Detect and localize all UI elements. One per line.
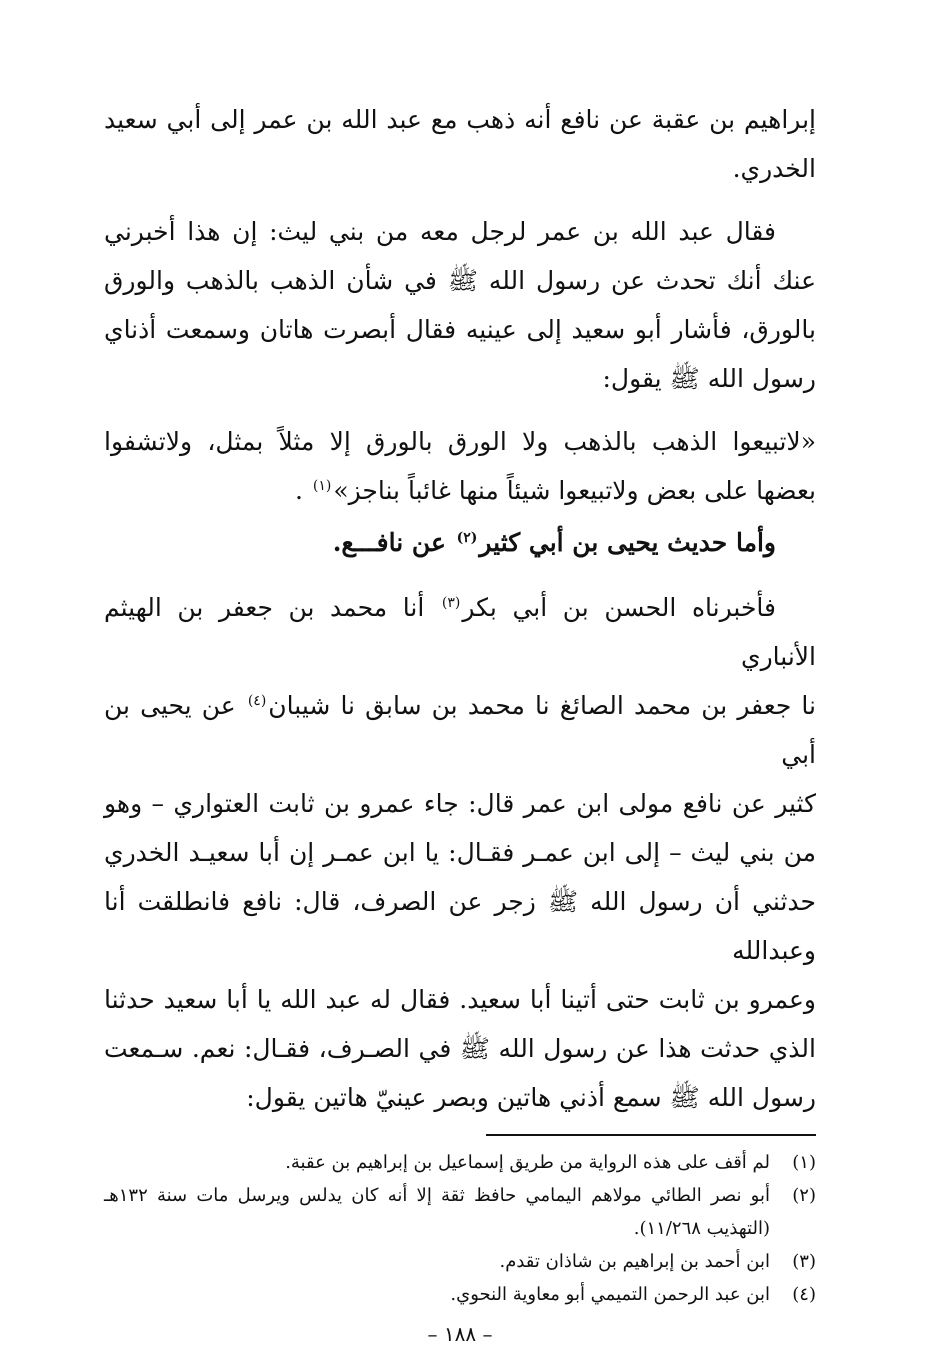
footnote-text: أبو نصر الطائي مولاهم اليمامي حافظ ثقة إلا أنه كان يدلس ويرسل مات سنة ١٣٢هـ (التهذيب ١١/٢٦٨). xyxy=(104,1185,770,1239)
narration-line-2b: عن يحيى بن أبي xyxy=(104,691,816,769)
book-page xyxy=(104,95,816,1345)
footnote-2 xyxy=(104,1179,816,1245)
footnote-3 xyxy=(104,1245,816,1278)
narration-line-3: كثير عن نافع مولى ابن عمر قال: جاء عمرو بن ثابت العتواري – وهو xyxy=(104,789,817,818)
footnote-ref-4: (٤) xyxy=(247,692,267,709)
narration-line-2 xyxy=(104,681,816,779)
narration-line-2a: نا جعفر بن محمد الصائغ نا محمد بن سابق نا شيبان xyxy=(268,691,817,720)
narration-line-1 xyxy=(104,583,816,681)
narration-line-1b: أنا محمد بن جعفر بن الهيثم الأنباري xyxy=(104,593,816,671)
paragraph-gap xyxy=(104,193,816,207)
narration-line-5: حدثني أن رسول الله ﷺ زجر عن الصرف، قال: نافع فانطلقت أنا وعبدالله xyxy=(104,887,816,965)
hadith-line-2 xyxy=(104,466,816,515)
footnote-ref-1: (١) xyxy=(312,477,332,494)
section-heading xyxy=(104,517,816,569)
footnote-text: ابن أحمد بن إبراهيم بن شاذان تقدم. xyxy=(499,1251,770,1272)
footnote-1 xyxy=(104,1146,816,1179)
narration-line-8: رسول الله ﷺ سمع أذني هاتين وبصر عينيّ هاتين يقول: xyxy=(246,1083,816,1112)
paragraph-gap xyxy=(104,403,816,417)
narration-line-1a: فأخبرناه الحسن بن أبي بكر xyxy=(462,593,776,622)
hadith-end-mark: . xyxy=(294,476,303,505)
footnotes xyxy=(104,1146,816,1311)
narration-line-7: الذي حدثت هذا عن رسول الله ﷺ في الصـرف، فقـال: نعم. سـمعت xyxy=(104,1034,816,1063)
footnote-separator xyxy=(486,1134,816,1136)
footnote-ref-3: (٣) xyxy=(441,594,461,611)
footnote-number: (٢) xyxy=(792,1185,816,1206)
narration-paragraph xyxy=(104,583,816,1122)
footnote-ref-2: (٢) xyxy=(456,529,478,546)
hadith-quote xyxy=(104,417,816,515)
narration-line-6: وعمرو بن ثابت حتى أتينا أبا سعيد. فقال له عبد الله يا أبا سعيد حدثنا xyxy=(104,985,816,1014)
footnote-4 xyxy=(104,1278,816,1311)
hadith-line-2-text: بعضها على بعض ولاتبيعوا شيئاً منها غائباً بناجز» xyxy=(333,476,816,505)
footnote-number: (٤) xyxy=(792,1284,816,1305)
paragraph-1: إبراهيم بن عقبة عن نافع أنه ذهب مع عبد الله بن عمر إلى أبي سعيد الخدري. xyxy=(104,105,816,183)
heading-part-1: وأما حديث يحيى بن أبي كثير xyxy=(479,528,776,557)
page-number: – ١٨٨ – xyxy=(427,1322,493,1346)
hadith-line-1: «لاتبيعوا الذهب بالذهب ولا الورق بالورق إلا مثلاً بمثل، ولاتشفوا xyxy=(104,427,816,456)
footnote-text: لم أقف على هذه الرواية من طريق إسماعيل بن إبراهيم بن عقبة. xyxy=(285,1152,770,1173)
narration-line-4: من بني ليث – إلى ابن عمـر فقـال: يا ابن عمـر إن أبا سعيـد الخدري xyxy=(104,838,816,867)
footnote-number: (٣) xyxy=(792,1251,816,1272)
paragraph-2: فقال عبد الله بن عمر لرجل معه من بني ليث: إن هذا أخبرني عنك أنك تحدث عن رسول الله ﷺ في شأن الذهب بالذهب والورق بالورق، فأشار أبو سعيد إلى عينيه فقال أبصرت هاتان وسمعت أذناي رسول الله ﷺ يقول: xyxy=(104,217,816,393)
footnote-number: (١) xyxy=(792,1152,816,1173)
heading-part-2: عن نافـــع. xyxy=(332,528,446,557)
footnote-text: ابن عبد الرحمن التميمي أبو معاوية النحوي. xyxy=(450,1284,770,1305)
